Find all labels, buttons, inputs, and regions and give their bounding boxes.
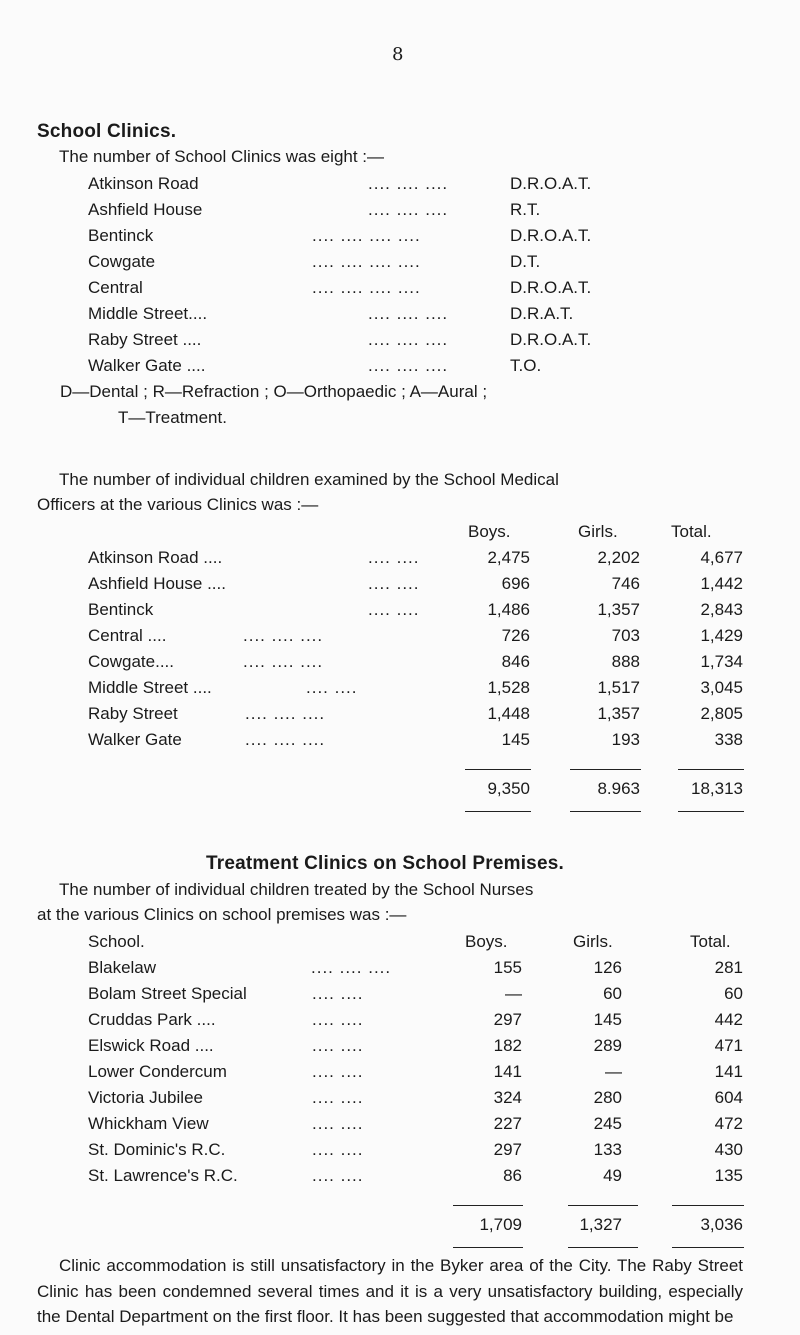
row-label: Whickham View — [88, 1114, 209, 1133]
cell-girls: 888 — [611, 652, 640, 671]
cell-boys: 726 — [501, 626, 530, 645]
leader-dots: .... .... .... — [368, 200, 449, 219]
column-header-school: School. — [88, 932, 145, 951]
row-label: Bentinck — [88, 600, 154, 619]
cell-boys: 1,528 — [487, 678, 530, 697]
leader-dots: .... .... — [312, 1088, 364, 1107]
cell-total: 442 — [714, 1010, 743, 1029]
total-girls: 8.963 — [597, 779, 640, 798]
cell-boys: 1,486 — [487, 600, 530, 619]
cell-boys: 2,475 — [487, 548, 530, 567]
clinic-code: D.R.O.A.T. — [510, 174, 592, 193]
medical-intro-line1: The number of individual children examined by the School Medical — [59, 470, 559, 489]
cell-boys: 155 — [493, 958, 522, 977]
leader-dots: .... .... .... — [243, 626, 324, 645]
row-label: St. Dominic's R.C. — [88, 1140, 226, 1159]
clinic-name: Bentinck — [88, 226, 154, 245]
leader-dots: .... .... .... — [368, 304, 449, 323]
divider — [568, 1247, 638, 1248]
cell-girls: 245 — [593, 1114, 622, 1133]
row-label: Elswick Road .... — [88, 1036, 214, 1055]
clinic-code: D.R.O.A.T. — [510, 226, 592, 245]
leader-dots: .... .... .... — [245, 730, 326, 749]
total-boys: 9,350 — [487, 779, 530, 798]
cell-total: 604 — [714, 1088, 743, 1107]
cell-total: 135 — [714, 1166, 743, 1185]
row-label: Central .... — [88, 626, 167, 645]
row-label: Victoria Jubilee — [88, 1088, 203, 1107]
divider — [672, 1247, 744, 1248]
row-label: Blakelaw — [88, 958, 157, 977]
section-heading-treatment-clinics: Treatment Clinics on School Premises. — [206, 853, 564, 874]
row-label: Lower Condercum — [88, 1062, 227, 1081]
cell-girls: 2,202 — [597, 548, 640, 567]
column-header-total: Total. — [671, 522, 712, 541]
cell-boys: 145 — [501, 730, 530, 749]
leader-dots: .... .... .... — [368, 174, 449, 193]
divider — [568, 1205, 638, 1206]
row-label: Raby Street — [88, 704, 178, 723]
total-boys: 1,709 — [479, 1215, 522, 1234]
cell-total: 3,045 — [700, 678, 743, 697]
divider — [570, 811, 641, 812]
cell-girls: 703 — [611, 626, 640, 645]
clinic-code: D.R.O.A.T. — [510, 278, 592, 297]
cell-girls: 1,357 — [597, 600, 640, 619]
cell-boys: 141 — [493, 1062, 522, 1081]
divider — [678, 811, 744, 812]
column-header-total: Total. — [690, 932, 731, 951]
clinic-name: Ashfield House — [88, 200, 203, 219]
cell-girls: 126 — [593, 958, 622, 977]
cell-girls: 1,357 — [597, 704, 640, 723]
leader-dots: .... .... — [368, 548, 420, 567]
clinic-code: R.T. — [510, 200, 541, 219]
divider — [570, 769, 641, 770]
cell-boys: — — [505, 984, 522, 1003]
clinic-legend-cont: T—Treatment. — [118, 408, 227, 427]
leader-dots: .... .... — [306, 678, 358, 697]
row-label: St. Lawrence's R.C. — [88, 1166, 238, 1185]
leader-dots: .... .... — [312, 1140, 364, 1159]
leader-dots: .... .... — [312, 1036, 364, 1055]
leader-dots: .... .... — [312, 984, 364, 1003]
row-label: Cruddas Park .... — [88, 1010, 216, 1029]
leader-dots: .... .... .... — [245, 704, 326, 723]
divider — [465, 811, 531, 812]
leader-dots: .... .... .... — [368, 356, 449, 375]
clinic-code: D.R.A.T. — [510, 304, 574, 323]
row-label: Cowgate.... — [88, 652, 174, 671]
column-header-boys: Boys. — [468, 522, 511, 541]
leader-dots: .... .... — [312, 1062, 364, 1081]
cell-boys: 227 — [493, 1114, 522, 1133]
divider — [453, 1247, 523, 1248]
column-header-girls: Girls. — [578, 522, 618, 541]
clinic-name: Walker Gate .... — [88, 356, 206, 375]
leader-dots: .... .... — [368, 574, 420, 593]
cell-girls: 280 — [593, 1088, 622, 1107]
column-header-boys: Boys. — [465, 932, 508, 951]
cell-girls: — — [605, 1062, 622, 1081]
row-label: Walker Gate — [88, 730, 182, 749]
cell-total: 1,429 — [700, 626, 743, 645]
cell-girls: 60 — [603, 984, 622, 1003]
leader-dots: .... .... — [312, 1166, 364, 1185]
cell-total: 141 — [714, 1062, 743, 1081]
total-total: 3,036 — [700, 1215, 743, 1234]
row-label: Ashfield House .... — [88, 574, 226, 593]
school-clinics-intro: The number of School Clinics was eight :— — [59, 147, 385, 166]
row-label: Bolam Street Special — [88, 984, 247, 1003]
column-header-girls: Girls. — [573, 932, 613, 951]
cell-total: 60 — [724, 984, 743, 1003]
medical-intro-line2: Officers at the various Clinics was :— — [37, 495, 319, 514]
cell-boys: 324 — [493, 1088, 522, 1107]
treatment-intro-line1: The number of individual children treated by the School Nurses — [59, 880, 534, 899]
leader-dots: .... .... — [312, 1010, 364, 1029]
treatment-intro-line2: at the various Clinics on school premises was :— — [37, 905, 407, 924]
clinic-name: Cowgate — [88, 252, 156, 271]
cell-total: 4,677 — [700, 548, 743, 567]
cell-total: 338 — [714, 730, 743, 749]
section-heading-school-clinics: School Clinics. — [37, 121, 177, 142]
leader-dots: .... .... .... .... — [312, 252, 421, 271]
cell-total: 471 — [714, 1036, 743, 1055]
leader-dots: .... .... .... — [368, 330, 449, 349]
cell-total: 1,442 — [700, 574, 743, 593]
cell-girls: 746 — [611, 574, 640, 593]
total-girls: 1,327 — [579, 1215, 622, 1234]
cell-girls: 145 — [593, 1010, 622, 1029]
clinic-code: T.O. — [510, 356, 542, 375]
leader-dots: .... .... .... — [243, 652, 324, 671]
divider — [672, 1205, 744, 1206]
clinic-name: Raby Street .... — [88, 330, 202, 349]
closing-paragraph: Clinic accommodation is still unsatisfactory in the Byker area of the City. The Raby Street Clinic has been condemned several times and it is a very unsatisfactory building, especially the Dental Department on the first floor. It has been suggested that accommodation might be — [37, 1256, 743, 1326]
clinic-name: Atkinson Road — [88, 174, 199, 193]
cell-total: 2,843 — [700, 600, 743, 619]
clinic-code: D.T. — [510, 252, 541, 271]
cell-girls: 289 — [593, 1036, 622, 1055]
cell-boys: 86 — [503, 1166, 522, 1185]
divider — [465, 769, 531, 770]
leader-dots: .... .... .... — [311, 958, 392, 977]
row-label: Atkinson Road .... — [88, 548, 223, 567]
cell-girls: 193 — [611, 730, 640, 749]
cell-boys: 297 — [493, 1140, 522, 1159]
leader-dots: .... .... — [312, 1114, 364, 1133]
cell-total: 472 — [714, 1114, 743, 1133]
total-total: 18,313 — [691, 779, 743, 798]
cell-total: 2,805 — [700, 704, 743, 723]
clinic-code: D.R.O.A.T. — [510, 330, 592, 349]
cell-boys: 297 — [493, 1010, 522, 1029]
leader-dots: .... .... .... .... — [312, 278, 421, 297]
cell-total: 281 — [714, 958, 743, 977]
leader-dots: .... .... .... .... — [312, 226, 421, 245]
clinic-legend: D—Dental ; R—Refraction ; O—Orthopaedic ; A—Aural ; — [60, 382, 488, 401]
cell-girls: 133 — [593, 1140, 622, 1159]
cell-boys: 1,448 — [487, 704, 530, 723]
clinic-name: Middle Street.... — [88, 304, 208, 323]
cell-total: 430 — [714, 1140, 743, 1159]
clinic-name: Central — [88, 278, 143, 297]
cell-boys: 696 — [501, 574, 530, 593]
leader-dots: .... .... — [368, 600, 420, 619]
cell-girls: 49 — [603, 1166, 622, 1185]
cell-total: 1,734 — [700, 652, 743, 671]
page-number: 8 — [392, 44, 404, 65]
cell-boys: 846 — [501, 652, 530, 671]
cell-boys: 182 — [493, 1036, 522, 1055]
row-label: Middle Street .... — [88, 678, 212, 697]
cell-girls: 1,517 — [597, 678, 640, 697]
divider — [678, 769, 744, 770]
divider — [453, 1205, 523, 1206]
